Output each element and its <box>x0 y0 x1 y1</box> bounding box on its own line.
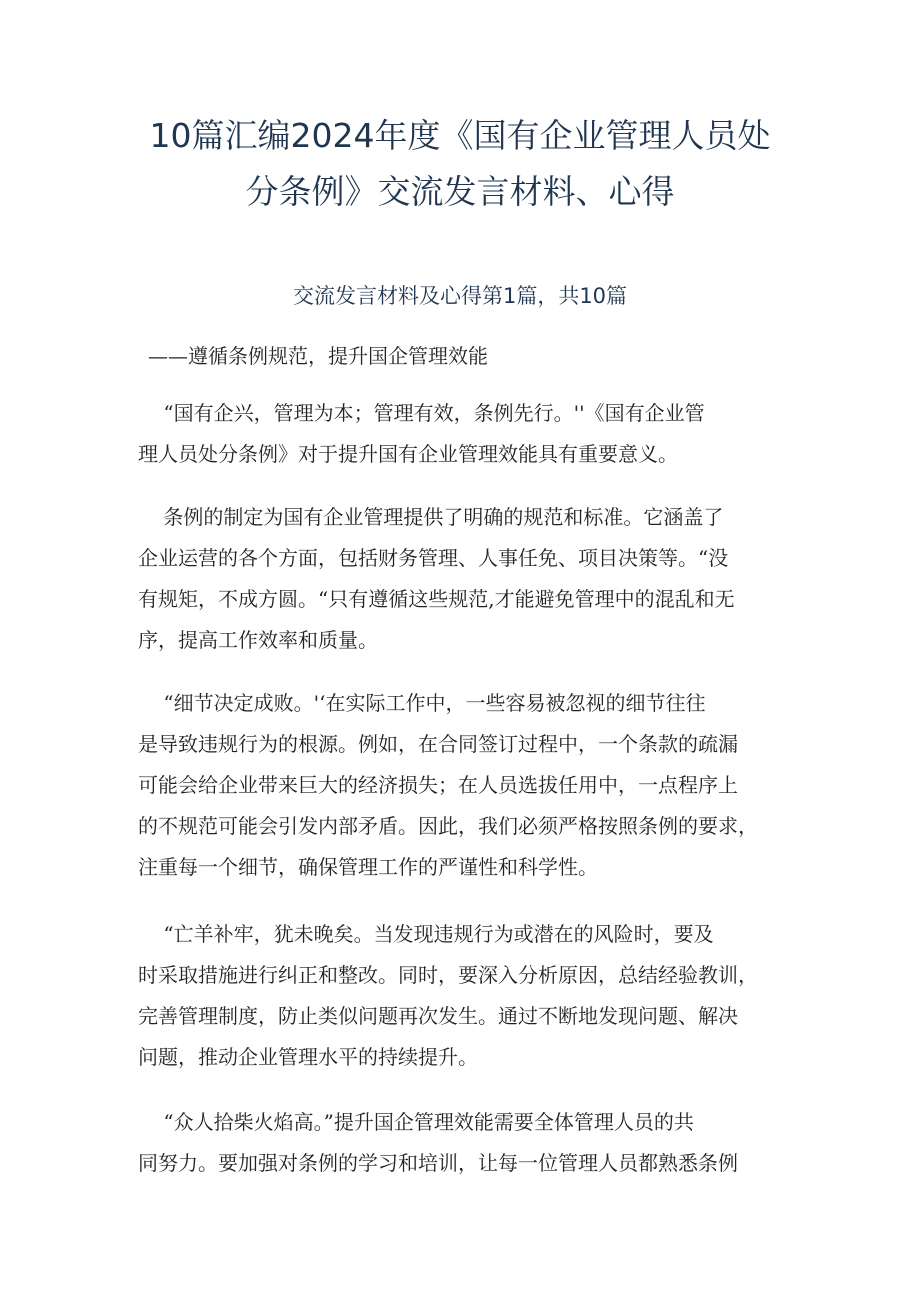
paragraph-line: 序，提高工作效率和质量。 <box>138 628 378 652</box>
paragraph-line: 企业运营的各个方面，包括财务管理、人事任免、项目决策等。“没 <box>138 546 729 570</box>
paragraph-line: “细节决定成败。'‘在实际工作中，一些容易被忽视的细节往往 <box>138 691 706 715</box>
section-heading: 交流发言材料及心得第1篇，共10篇 <box>292 284 628 308</box>
document-title <box>100 108 820 220</box>
subtitle-text: ——遵循条例规范，提升国企管理效能 <box>148 344 488 368</box>
paragraph-line: 问题，推动企业管理水平的持续提升。 <box>138 1045 478 1069</box>
paragraph-line: 完善管理制度，防止类似问题再次发生。通过不断地发现问题、解决 <box>138 1004 738 1028</box>
paragraph-line: 注重每一个细节，确保管理工作的严谨性和科学性。 <box>138 855 598 879</box>
paragraph-line: 可能会给企业带来巨大的经济损失；在人员选拔任用中，一点程序上 <box>138 773 738 797</box>
subtitle <box>138 336 798 377</box>
paragraph-line: “亡羊补牢，犹未晚矣。当发现违规行为或潜在的风险时，要及 <box>138 922 714 946</box>
paragraph-line: 有规矩，不成方圆。“只有遵循这些规范,才能避免管理中的混乱和无 <box>138 587 735 611</box>
paragraph-line: 的不规范可能会引发内部矛盾。因此，我们必须严格按照条例的要求， <box>138 814 758 838</box>
paragraph-4 <box>138 914 798 1078</box>
paragraph-5 <box>138 1102 798 1184</box>
paragraph-2 <box>138 497 798 661</box>
paragraph-line: “国有企兴，管理为本；管理有效，条例先行。''《国有企业管 <box>138 401 705 425</box>
paragraph-3 <box>138 683 798 888</box>
title-line-2: 分条例》交流发言材料、心得 <box>245 172 675 211</box>
paragraph-line: 理人员处分条例》对于提升国有企业管理效能具有重要意义。 <box>138 442 678 466</box>
paragraph-line: “众人拾柴火焰高。”提升国企管理效能需要全体管理人员的共 <box>138 1110 694 1134</box>
paragraph-line: 同努力。要加强对条例的学习和培训，让每一位管理人员都熟悉条例 <box>138 1151 738 1175</box>
paragraph-line: 条例的制定为国有企业管理提供了明确的规范和标准。它涵盖了 <box>138 505 724 529</box>
paragraph-1 <box>138 393 798 475</box>
paragraph-line: 时采取措施进行纠正和整改。同时，要深入分析原因，总结经验教训， <box>138 963 758 987</box>
paragraph-line: 是导致违规行为的根源。例如，在合同签订过程中，一个条款的疏漏 <box>138 732 738 756</box>
title-line-1: 10篇汇编2024年度《国有企业管理人员处 <box>149 116 771 155</box>
